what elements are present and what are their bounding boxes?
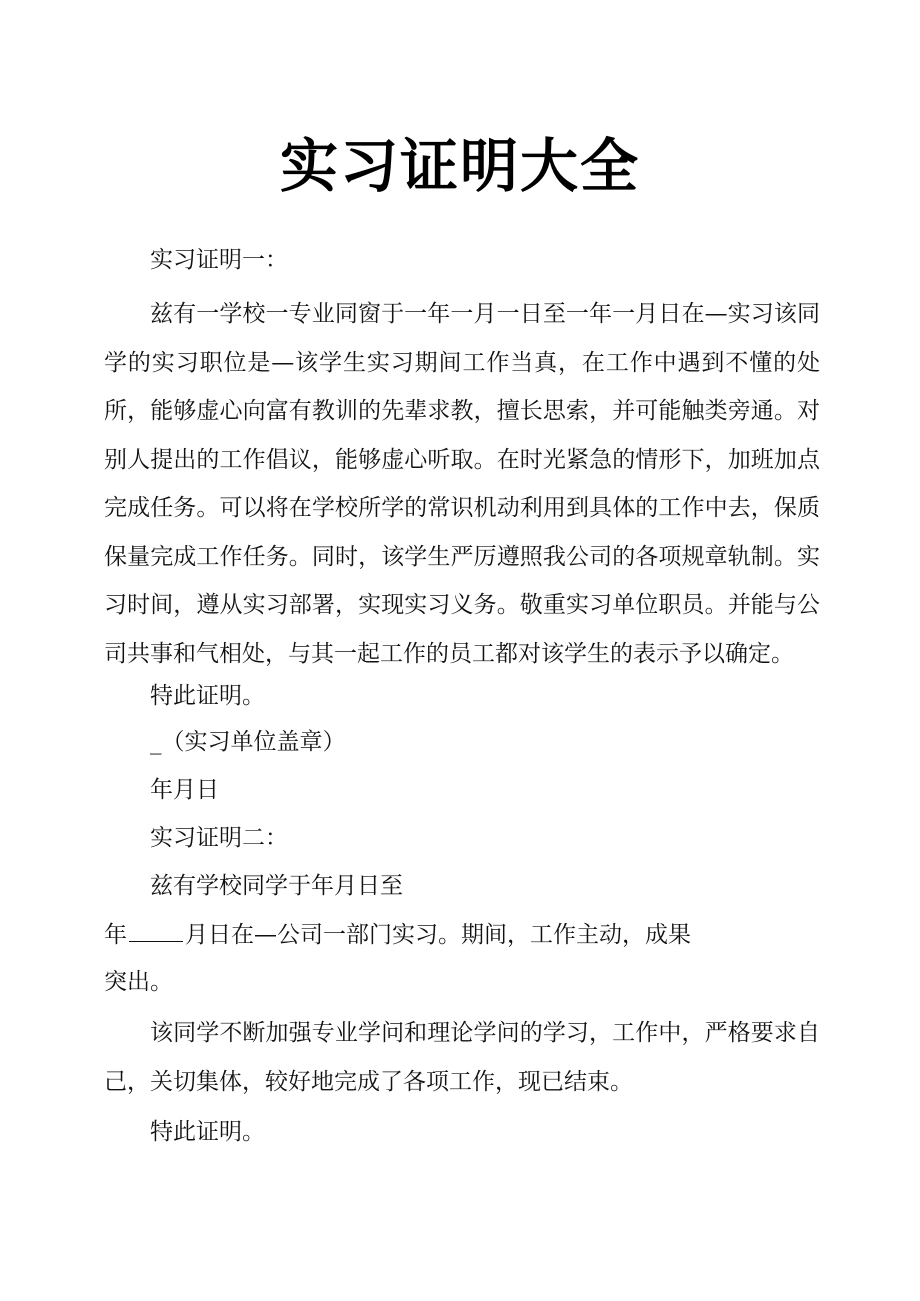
section1-stamp: _（实习单位盖章）	[150, 729, 346, 755]
section2-line2	[104, 915, 691, 955]
section2-line3: 突出。	[104, 969, 173, 995]
document-title: 实习证明大全	[279, 132, 640, 200]
section1-body: 兹有一学校一专业同窗于一年一月一日至一年一月日在—实习该同学的实习职位是—该学生实习期间工作当真，在工作中遇到不懂的处所，能够虚心向富有教训的先辈求教，擅长思索，并可能触类旁通。对别人提出的工作倡议，能够虚心听取。在时光紧急的情形下，加班加点完成任务。可以将在学校所学的常识机动利用到具体的工作中去，保质保量完成工作任务。同时，该学生严厉遵照我公司的各项规章轨制。实习时间，遵从实习部署，实现实习义务。敬重实习单位职员。并能与公司共事和气相处，与其一起工作的员工都对该学生的表示予以确定。	[104, 301, 820, 667]
blank-underline	[129, 919, 183, 942]
section2-closing: 特此证明。	[150, 1119, 265, 1145]
section1-heading: 实习证明一：	[150, 247, 288, 273]
section2-line2-prefix: 年	[104, 922, 127, 948]
section1-date: 年月日	[150, 777, 219, 803]
section2-body: 该同学不断加强专业学问和理论学问的学习，工作中，严格要求自己，关切集体，较好地完成了各项工作，现已结束。	[104, 1020, 820, 1095]
section2-line2-suffix: 月日在—公司一部门实习。期间，工作主动，成果	[185, 922, 691, 948]
section2-heading: 实习证明二：	[150, 825, 288, 851]
section1-closing: 特此证明。	[150, 683, 265, 709]
section2-line1: 兹有学校同学于年月日至	[150, 873, 403, 899]
